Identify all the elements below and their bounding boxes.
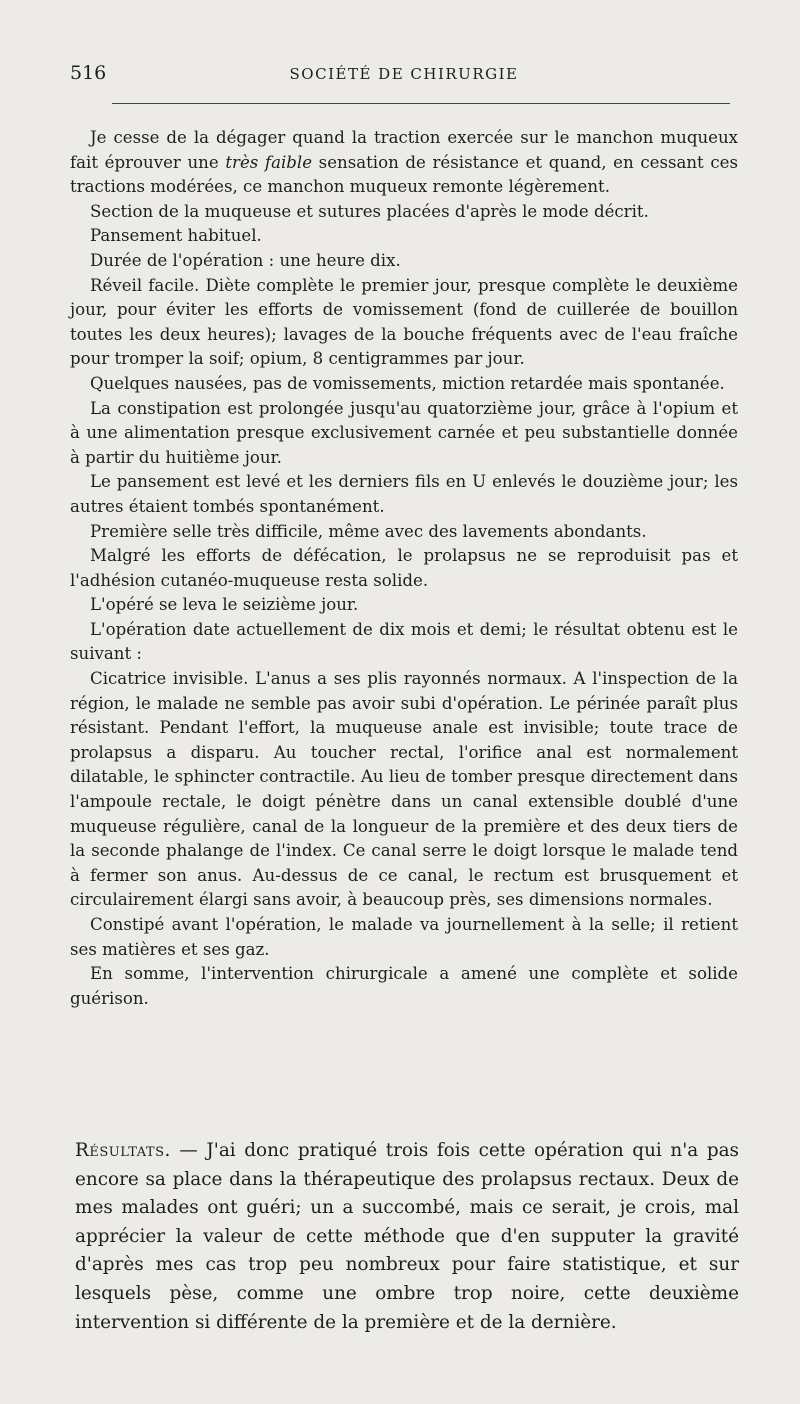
page-number: 516 bbox=[70, 62, 107, 84]
paragraph: Quelques nausées, pas de vomissements, miction retardée mais spontanée. bbox=[90, 373, 725, 393]
results-label: Résultats. bbox=[75, 1140, 171, 1161]
paragraph: L'opération date actuellement de dix mois et demi; le résultat obtenu est le suivant : bbox=[70, 619, 738, 664]
paragraph: Première selle très difficile, même avec des lavements abondants. bbox=[90, 521, 647, 541]
paragraph: Pansement habituel. bbox=[90, 226, 262, 246]
paragraph: Je cesse de la dégager quand la traction exercée sur le manchon muqueux fait éprouver une très faible sensation de résistance et quand, en cessant ces tractions modérées, ce manchon muqueux remonte légèrement. bbox=[70, 128, 739, 197]
header-title: SOCIÉTÉ DE CHIRURGIE bbox=[289, 65, 519, 83]
paragraph: Constipé avant l'opération, le malade va journellement à la selle; il retient ses matières et ses gaz. bbox=[70, 915, 738, 959]
results-paragraph bbox=[75, 1137, 739, 1337]
paragraph: En somme, l'intervention chirurgicale a amené une complète et solide guérison. bbox=[70, 964, 738, 1008]
paragraph: Section de la muqueuse et sutures placées d'après le mode décrit. bbox=[90, 201, 649, 221]
results-section bbox=[75, 1137, 739, 1337]
header-rule bbox=[112, 103, 730, 104]
emphasis: très faible bbox=[225, 152, 313, 172]
paragraph: Le pansement est levé et les derniers fils en U enlevés le douzième jour; les autres étaient tombés spontanément. bbox=[70, 472, 738, 516]
results-text: — J'ai donc pratiqué trois fois cette opération qui n'a pas encore sa place dans la thérapeutique des prolapsus rectaux. Deux de mes malades ont guéri; un a succombé, mais ce serait, je crois, mal apprécier la valeur de cette méthode que d'en supputer la gravité d'après mes cas trop peu nombreux pour faire statistique, et sur lesquels pèse, comme une ombre trop noire, cette deuxième intervention si différente de la première et de la dernière. bbox=[75, 1140, 739, 1333]
paragraph: La constipation est prolongée jusqu'au quatorzième jour, grâce à l'opium et à une alimentation presque exclusivement carnée et peu substantielle donnée à partir du huitième jour. bbox=[70, 398, 738, 467]
running-head bbox=[70, 62, 738, 88]
body-text bbox=[70, 126, 738, 1011]
paragraph: Cicatrice invisible. L'anus a ses plis rayonnés normaux. A l'inspection de la région, le malade ne semble pas avoir subi d'opération. Le périnée paraît plus résistant. Pendant l'effort, la muqueuse anale est invisible; toute trace de prolapsus a disparu. Au toucher rectal, l'orifice anal est normalement dilatable, le sphincter contractile. Au lieu de tomber presque directement dans l'ampoule rectale, le doigt pénètre dans un canal extensible doublé d'une muqueuse régulière, canal de la longueur de la première et des deux tiers de la seconde phalange de l'index. Ce canal serre le doigt lorsque le malade tend à fermer son anus. Au-dessus de ce canal, le rectum est brusquement et circulairement élargi sans avoir, à beaucoup près, ses dimensions normales. bbox=[70, 669, 738, 910]
paragraph: Durée de l'opération : une heure dix. bbox=[90, 250, 401, 270]
paragraph: L'opéré se leva le seizième jour. bbox=[90, 595, 359, 615]
paragraph: Réveil facile. Diète complète le premier jour, presque complète le deuxième jour, pour éviter les efforts de vomissement (fond de cuillerée de bouillon toutes les deux heures); lavages de la bouche fréquents avec de l'eau fraîche pour tromper la soif; opium, 8 centigrammes par jour. bbox=[70, 275, 738, 369]
paragraph: Malgré les efforts de défécation, le prolapsus ne se reproduisit pas et l'adhésion cutanéo-muqueuse resta solide. bbox=[70, 546, 738, 590]
